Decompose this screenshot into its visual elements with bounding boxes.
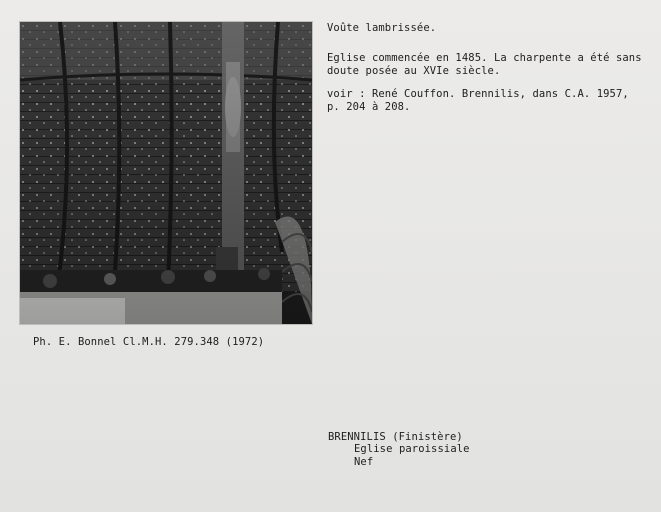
caption-reference-line-1: voir : René Couffon. Brennilis, dans C.A. 1957, bbox=[327, 88, 629, 100]
caption-description-line-1: Eglise commencée en 1485. La charpente a été sans bbox=[327, 52, 642, 64]
vault-photograph bbox=[19, 21, 313, 325]
caption-description-line-2: doute posée au XVIe siècle. bbox=[327, 65, 501, 77]
location-commune: BRENNILIS (Finistère) bbox=[328, 431, 463, 443]
location-part: Nef bbox=[354, 456, 374, 468]
caption-reference-line-2: p. 204 à 208. bbox=[327, 101, 411, 113]
location-building: Eglise paroissiale bbox=[354, 443, 470, 455]
caption-title: Voûte lambrissée. bbox=[327, 22, 437, 34]
photo-credit: Ph. E. Bonnel Cl.M.H. 279.348 (1972) bbox=[33, 336, 265, 348]
